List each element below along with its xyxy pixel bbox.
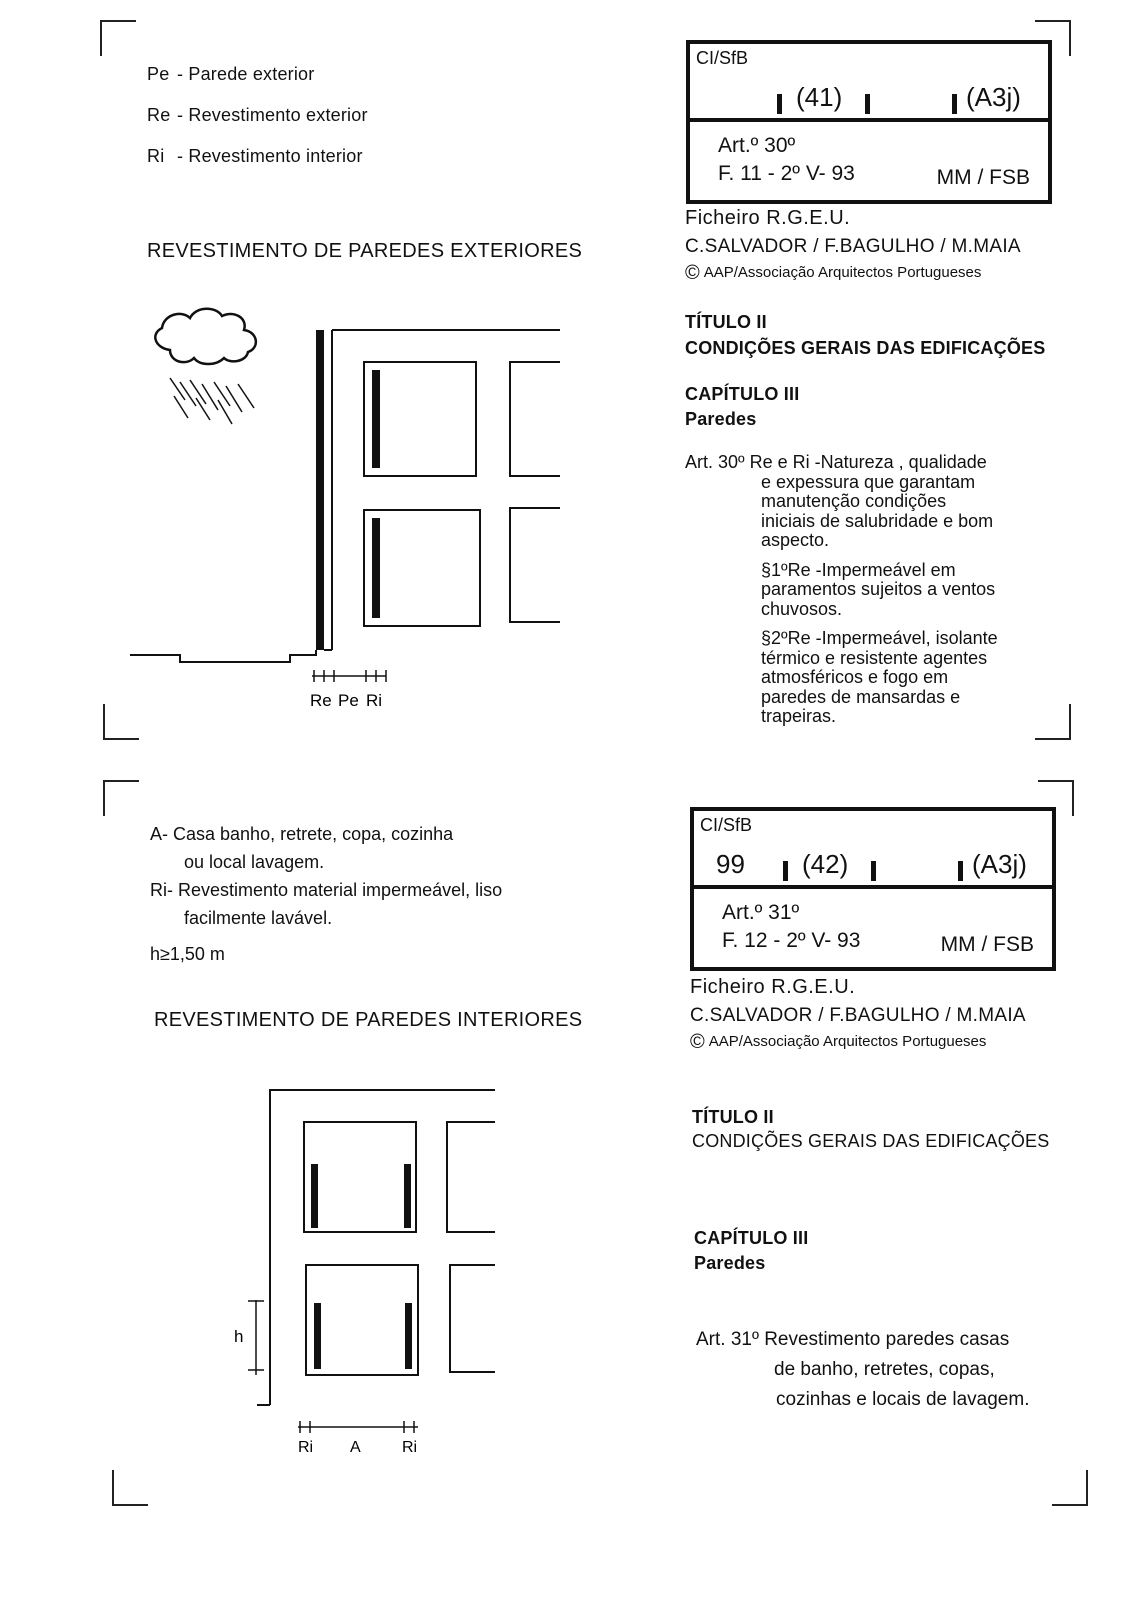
card-article: Art.º 31º xyxy=(722,901,800,924)
note-line: Ri- Revestimento material impermeável, liso xyxy=(150,880,503,900)
note-line: ou local lavagem. xyxy=(184,852,325,872)
paragraph-2-line: paredes de mansardas e xyxy=(761,686,961,707)
interior-coating xyxy=(372,518,380,618)
code-separator xyxy=(871,861,876,881)
legend-text: - Parede exterior xyxy=(177,64,315,84)
interior-coating xyxy=(405,1303,412,1369)
titulo-subheading: CONDIÇÕES GERAIS DAS EDIFICAÇÕES xyxy=(692,1131,1050,1151)
card-code-row xyxy=(694,811,1052,889)
interior-coating xyxy=(314,1303,321,1369)
interior-notes xyxy=(150,820,502,968)
rain-icon xyxy=(170,378,254,424)
legend-item-ri xyxy=(147,146,368,167)
card-reference: F. 12 - 2º V- 93 xyxy=(722,929,861,952)
interior-coating xyxy=(404,1164,411,1228)
copyright-text: AAP/Associação Arquitectos Portugueses xyxy=(703,264,982,281)
label-ri-left: Ri xyxy=(298,1439,314,1456)
label-h: h xyxy=(234,1327,244,1346)
card-article: Art.º 30º xyxy=(718,134,796,157)
exterior-wall-diagram xyxy=(130,300,580,730)
authors: C.SALVADOR / F.BAGULHO / M.MAIA xyxy=(685,236,1021,257)
legend-abbr: Pe xyxy=(147,64,170,84)
legend-text: - Revestimento exterior xyxy=(177,105,368,125)
code-b: (41) xyxy=(796,82,843,112)
label-a: A xyxy=(350,1439,361,1456)
code-a: 99 xyxy=(716,849,745,879)
paragraph-2-line: atmosféricos e fogo em xyxy=(761,667,949,687)
interior-coating xyxy=(311,1164,318,1228)
section-title-interior: REVESTIMENTO DE PAREDES INTERIORES xyxy=(154,1009,583,1031)
code-separator xyxy=(958,861,963,881)
code-separator xyxy=(865,94,870,114)
section-title-exterior: REVESTIMENTO DE PAREDES EXTERIORES xyxy=(147,240,583,262)
capitulo-heading: CAPÍTULO III xyxy=(694,1228,809,1248)
copyright xyxy=(685,262,981,285)
paragraph-2-line: térmico e resistente agentes xyxy=(761,647,988,668)
paragraph-2-line: trapeiras. xyxy=(761,706,837,726)
ficheiro-title: Ficheiro R.G.E.U. xyxy=(690,976,856,998)
legend-abbr: Re xyxy=(147,105,171,125)
cloud-icon xyxy=(155,309,256,364)
paragraph-1-line: §1ºRe -Impermeável em xyxy=(761,559,956,580)
ficheiro-title: Ficheiro R.G.E.U. xyxy=(685,207,851,229)
legend-text: - Revestimento interior xyxy=(177,146,363,166)
legend-item-pe xyxy=(147,64,368,85)
article-30 xyxy=(685,453,1085,727)
cisfb-label: CI/SfB xyxy=(700,815,753,835)
index-card-1 xyxy=(686,40,1052,204)
article-30-head: Art. 30º xyxy=(685,452,745,472)
article-30-line: Art. 30º Re e Ri -Natureza , qualidade xyxy=(685,452,987,472)
label-re: Re xyxy=(310,691,332,710)
label-ri-right: Ri xyxy=(402,1439,418,1456)
crop-mark-bottom-right xyxy=(1052,1470,1088,1506)
cisfb-label: CI/SfB xyxy=(696,48,749,68)
copyright-text: AAP/Associação Arquitectos Portugueses xyxy=(708,1033,987,1050)
capitulo-heading: CAPÍTULO III xyxy=(685,384,800,404)
label-pe: Pe xyxy=(338,691,359,710)
note-line: A- Casa banho, retrete, copa, cozinha xyxy=(150,824,454,844)
code-b: (42) xyxy=(802,849,849,879)
titulo-subheading: CONDIÇÕES GERAIS DAS EDIFICAÇÕES xyxy=(685,338,1046,358)
crop-mark-bottom-left xyxy=(112,1470,148,1506)
interior-wall-diagram xyxy=(234,1080,510,1460)
titulo-heading: TÍTULO II xyxy=(685,312,767,332)
copyright-icon: © xyxy=(690,1031,705,1053)
titulo-heading: TÍTULO II xyxy=(692,1107,774,1127)
card-initials: MM / FSB xyxy=(940,933,1034,956)
authors: C.SALVADOR / F.BAGULHO / M.MAIA xyxy=(690,1005,1026,1026)
legend-item-re xyxy=(147,105,368,126)
capitulo-subheading: Paredes xyxy=(694,1253,766,1273)
exterior-coating xyxy=(316,330,324,650)
copyright-icon: © xyxy=(685,262,700,284)
article-30-line: e expessura que garantam xyxy=(761,471,976,492)
article-31-line: cozinhas e locais de lavagem. xyxy=(776,1389,1030,1410)
code-c: (A3j) xyxy=(972,849,1027,879)
paragraph-1-line: chuvosos. xyxy=(761,598,843,619)
article-31-line: Art. 31º Revestimento paredes casas xyxy=(696,1329,1010,1350)
crop-mark-lower-top-left xyxy=(103,780,139,816)
article-30-line: iniciais de salubridade e bom xyxy=(761,510,994,531)
copyright xyxy=(690,1031,986,1054)
code-separator xyxy=(783,861,788,881)
paragraph-1-line: paramentos sujeitos a ventos xyxy=(761,579,996,599)
note-line: facilmente lavável. xyxy=(184,908,333,928)
index-card-2 xyxy=(690,807,1056,971)
code-c: (A3j) xyxy=(966,82,1021,112)
interior-coating xyxy=(372,370,380,468)
legend xyxy=(147,64,368,167)
crop-mark-top-left xyxy=(100,20,136,56)
card-code-row xyxy=(690,44,1048,122)
card-initials: MM / FSB xyxy=(936,166,1030,189)
capitulo-subheading: Paredes xyxy=(685,409,757,429)
article-30-line: aspecto. xyxy=(761,530,830,550)
code-separator xyxy=(777,94,782,114)
paragraph-2-line: §2ºRe -Impermeável, isolante xyxy=(761,628,998,648)
article-30-line: manutenção condições xyxy=(761,491,947,511)
label-ri: Ri xyxy=(366,691,383,710)
code-separator xyxy=(952,94,957,114)
legend-abbr: Ri xyxy=(147,146,165,166)
article-31 xyxy=(696,1325,1106,1415)
card-reference: F. 11 - 2º V- 93 xyxy=(718,162,855,185)
height-rule: h≥1,50 m xyxy=(150,944,225,964)
article-31-line: de banho, retretes, copas, xyxy=(774,1359,995,1380)
